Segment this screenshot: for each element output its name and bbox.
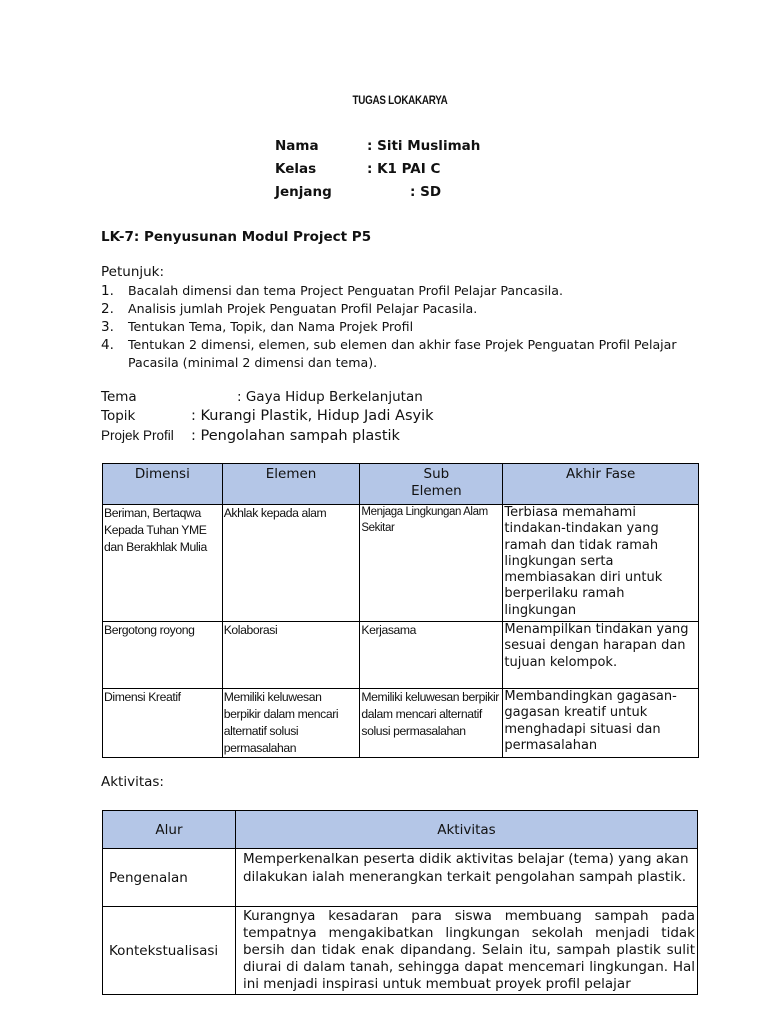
cell-alur: Pengenalan xyxy=(103,849,236,907)
info-projek-value: : Pengolahan sampah plastik xyxy=(191,428,400,444)
info-topik-label: Topik xyxy=(101,408,136,424)
info-tema-value: : Gaya Hidup Berkelanjutan xyxy=(237,389,423,405)
cell-dimensi: Bergotong royong xyxy=(103,622,223,689)
table-header-row xyxy=(103,464,699,505)
field-jenjang-value: : SD xyxy=(410,184,442,200)
header-elemen: Elemen xyxy=(222,464,360,505)
info-projek-label: Projek Profil xyxy=(101,428,174,443)
field-kelas xyxy=(275,161,440,177)
field-nama-value: : Siti Muslimah xyxy=(367,138,481,154)
cell-akhir-fase: Membandingkan gagasan-gagasan kreatif untuk menghadapi situasi dan permasalahan xyxy=(503,689,699,758)
instruction-item: 1. Bacalah dimensi dan tema Project Penguatan Profil Pelajar Pancasila. xyxy=(101,283,563,299)
info-tema-label: Tema xyxy=(101,389,137,405)
cell-sub-elemen: Menjaga Lingkungan Alam Sekitar xyxy=(360,505,503,622)
header-aktivitas: Aktivitas xyxy=(235,811,697,849)
info-topik xyxy=(101,408,434,424)
table-row xyxy=(103,689,699,758)
cell-dimensi: Beriman, Bertaqwa Kepada Tuhan YME dan Berakhlak Mulia xyxy=(103,505,223,622)
table-row xyxy=(103,907,698,995)
cell-sub-elemen: Memiliki keluwesan berpikir dalam mencari alternatif solusi permasalahan xyxy=(360,689,503,758)
table-row xyxy=(103,849,698,907)
field-jenjang-label: Jenjang xyxy=(275,184,332,200)
cell-elemen: Kolaborasi xyxy=(222,622,360,689)
cell-aktivitas: Memperkenalkan peserta didik aktivitas belajar (tema) yang akan dilakukan ialah menerangkan terkait pengolahan sampah plastik. xyxy=(235,849,697,907)
instructions-heading: Petunjuk: xyxy=(101,264,165,280)
cell-elemen: Akhlak kepada alam xyxy=(222,505,360,622)
cell-dimensi: Dimensi Kreatif xyxy=(103,689,223,758)
field-kelas-value: : K1 PAI C xyxy=(367,161,441,177)
info-tema xyxy=(101,389,423,405)
info-projek xyxy=(101,428,400,444)
field-jenjang xyxy=(275,184,441,200)
instruction-item: 2. Analisis jumlah Projek Penguatan Profil Pelajar Pacasila. xyxy=(101,301,478,317)
instructions-list xyxy=(101,282,681,372)
activities-heading: Aktivitas: xyxy=(101,774,164,790)
cell-aktivitas: Kurangnya kesadaran para siswa membuang sampah pada tempatnya mengakibatkan lingkungan sekolah menjadi tidak bersih dan tidak enak dipandang. Selain itu, sampah plastik sulit diurai di dalam tanah, sehingga dapat mencemari lingkungan. Hal ini menjadi inspirasi untuk membuat proyek profil pelajar xyxy=(235,907,697,995)
dimension-table xyxy=(102,463,699,758)
activities-table xyxy=(102,810,698,995)
cell-akhir-fase: Menampilkan tindakan yang sesuai dengan harapan dan tujuan kelompok. xyxy=(503,622,699,689)
cell-alur: Kontekstualisasi xyxy=(103,907,236,995)
document-title: TUGAS LOKAKARYA xyxy=(352,93,448,107)
info-topik-value: : Kurangi Plastik, Hidup Jadi Asyik xyxy=(191,408,434,424)
header-sub-elemen: Sub Elemen xyxy=(360,464,503,505)
field-kelas-label: Kelas xyxy=(275,161,317,177)
cell-sub-elemen: Kerjasama xyxy=(360,622,503,689)
lk-title: LK-7: Penyusunan Modul Project P5 xyxy=(101,229,372,245)
table-row xyxy=(103,505,699,622)
header-dimensi: Dimensi xyxy=(103,464,223,505)
instruction-item: 4. Tentukan 2 dimensi, elemen, sub elemen dan akhir fase Projek Penguatan Profil Pelajar Pacasila (minimal 2 dimensi dan tema). xyxy=(101,337,677,370)
header-akhir-fase: Akhir Fase xyxy=(503,464,699,505)
cell-elemen: Memiliki keluwesan berpikir dalam mencari alternatif solusi permasalahan xyxy=(222,689,360,758)
field-nama-label: Nama xyxy=(275,138,319,154)
field-nama xyxy=(275,138,480,154)
header-alur: Alur xyxy=(103,811,236,849)
instruction-item: 3. Tentukan Tema, Topik, dan Nama Projek Profil xyxy=(101,319,414,335)
table-row xyxy=(103,622,699,689)
cell-akhir-fase: Terbiasa memahami tindakan-tindakan yang ramah dan tidak ramah lingkungan serta membiasakan diri untuk berperilaku ramah lingkungan xyxy=(503,505,699,622)
table-header-row xyxy=(103,811,698,849)
